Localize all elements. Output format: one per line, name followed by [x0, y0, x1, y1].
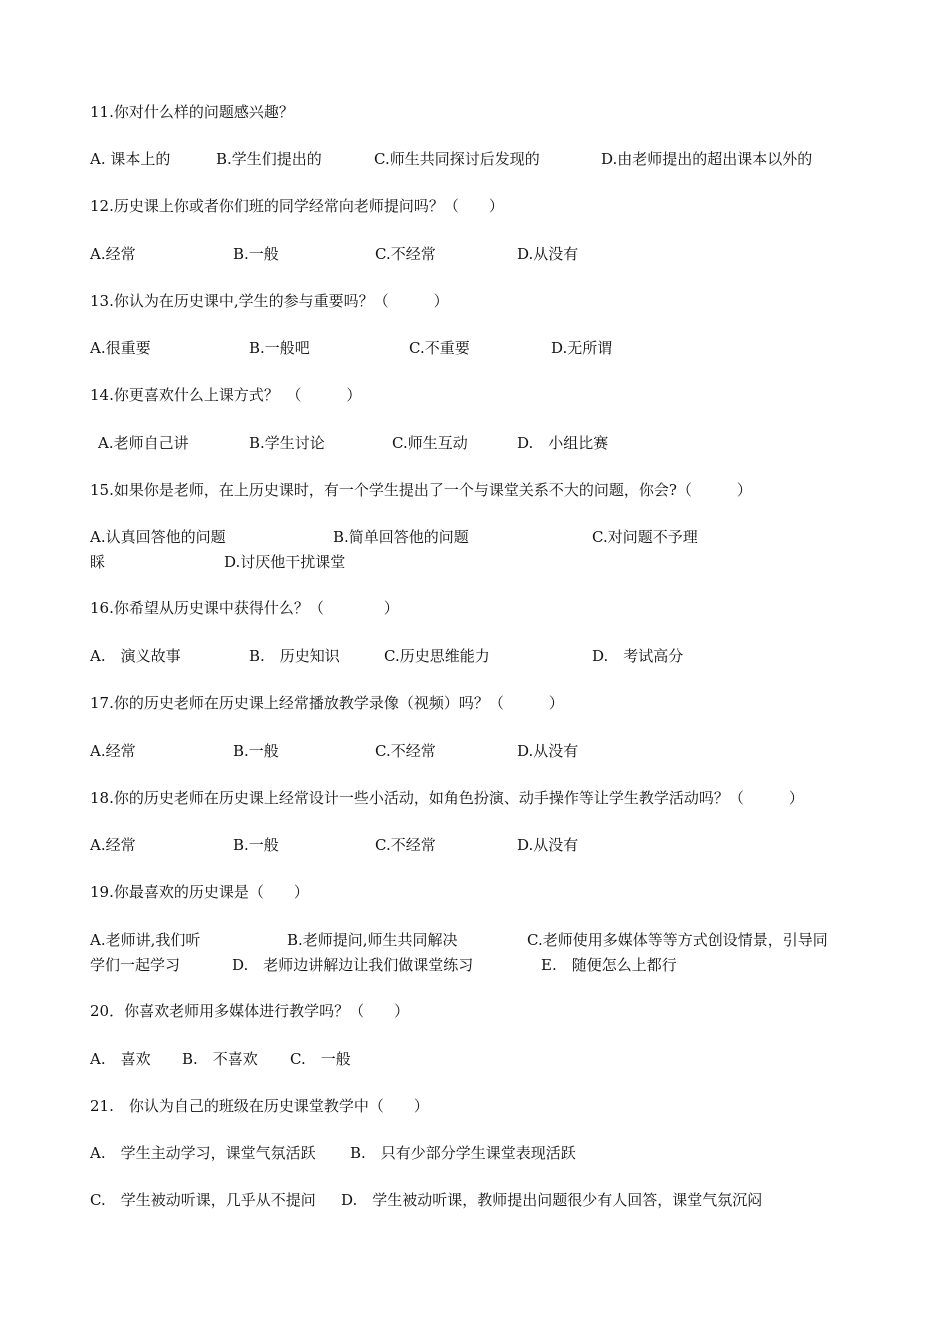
- question-17: 17.你的历史老师在历史课上经常播放教学录像（视频）吗？（ ）: [90, 694, 564, 712]
- option-b: B. 只有少部分学生课堂表现活跃: [350, 1144, 576, 1162]
- options-21: [90, 1142, 870, 1164]
- options-20: [90, 1048, 870, 1070]
- option-b: B. 不喜欢: [182, 1050, 258, 1068]
- question-14: 14.你更喜欢什么上课方式？ （ ）: [90, 386, 362, 404]
- option-a: A.经常: [90, 836, 136, 854]
- option-c: C.老师使用多媒体等等方式创设情景，引导同: [527, 931, 828, 949]
- options-13: [90, 337, 870, 359]
- option-d: D.从没有: [517, 245, 579, 263]
- options-11: [90, 148, 870, 170]
- option-a: A.老师讲,我们听: [90, 931, 201, 949]
- option-a: A.经常: [90, 742, 136, 760]
- options-19: [90, 929, 870, 951]
- option-c: C.不经常: [375, 836, 436, 854]
- options-12: [90, 243, 870, 265]
- option-d: D. 学生被动听课，教师提出问题很少有人回答，课堂气氛沉闷: [341, 1191, 763, 1209]
- option-d: D.讨厌他干扰课堂: [224, 553, 346, 571]
- options-15-wrap: [90, 551, 870, 573]
- option-b: B.学生们提出的: [216, 150, 322, 168]
- option-c-continued: 学们一起学习: [90, 956, 181, 974]
- options-17: [90, 740, 870, 762]
- option-a: A. 喜欢: [90, 1050, 151, 1068]
- option-b: B.一般: [233, 742, 279, 760]
- options-16: [90, 645, 870, 667]
- option-c: C.师生共同探讨后发现的: [374, 150, 540, 168]
- option-c: C. 学生被动听课，几乎从不提问: [90, 1191, 316, 1209]
- option-a: A.认真回答他的问题: [90, 528, 226, 546]
- options-21-row2: [90, 1189, 870, 1211]
- options-19-wrap: [90, 954, 870, 976]
- question-13: 13.你认为在历史课中,学生的参与重要吗？（ ）: [90, 292, 449, 310]
- option-b: B.老师提问,师生共同解决: [287, 931, 458, 949]
- option-d: D.从没有: [517, 836, 579, 854]
- option-c: C.历史思维能力: [384, 647, 490, 665]
- option-d: D.无所谓: [551, 339, 613, 357]
- option-e: E. 随便怎么上都行: [541, 956, 677, 974]
- option-c: C.不重要: [409, 339, 470, 357]
- option-a: A.老师自己讲: [98, 434, 189, 452]
- option-b: B.简单回答他的问题: [333, 528, 469, 546]
- option-b: B.一般: [233, 245, 279, 263]
- option-a: A. 学生主动学习，课堂气氛活跃: [90, 1144, 316, 1162]
- question-12: 12.历史课上你或者你们班的同学经常向老师提问吗？（ ）: [90, 197, 504, 215]
- question-15: 15.如果你是老师，在上历史课时，有一个学生提出了一个与课堂关系不大的问题，你会?（ ）: [90, 481, 752, 499]
- option-d: D.从没有: [517, 742, 579, 760]
- question-19: 19.你最喜欢的历史课是（ ）: [90, 883, 309, 901]
- question-21: 21. 你认为自己的班级在历史课堂教学中（ ）: [90, 1097, 429, 1115]
- option-c: C. 一般: [290, 1050, 351, 1068]
- option-d: D. 老师边讲解边让我们做课堂练习: [232, 956, 474, 974]
- question-11: 11.你对什么样的问题感兴趣？: [90, 103, 294, 121]
- option-a: A.经常: [90, 245, 136, 263]
- options-15: [90, 526, 870, 548]
- option-c: C.师生互动: [392, 434, 468, 452]
- option-d: D. 考试高分: [592, 647, 684, 665]
- option-d: D.由老师提出的超出课本以外的: [601, 150, 813, 168]
- options-14: [90, 432, 870, 454]
- question-18: 18.你的历史老师在历史课上经常设计一些小活动，如角色扮演、动手操作等让学生教学活动吗？（ ）: [90, 789, 804, 807]
- option-b: B. 历史知识: [249, 647, 340, 665]
- option-c: C.不经常: [375, 245, 436, 263]
- option-c-continued: 睬: [90, 553, 106, 571]
- option-d: D. 小组比赛: [517, 434, 609, 452]
- option-a: A. 课本上的: [90, 150, 171, 168]
- question-20: 20．你喜欢老师用多媒体进行教学吗？（ ）: [90, 1002, 410, 1020]
- options-18: [90, 834, 870, 856]
- option-b: B.学生讨论: [249, 434, 325, 452]
- option-a: A.很重要: [90, 339, 151, 357]
- option-b: B.一般吧: [249, 339, 310, 357]
- question-16: 16.你希望从历史课中获得什么？（ ）: [90, 599, 399, 617]
- option-c: C.对问题不予理: [592, 528, 698, 546]
- option-c: C.不经常: [375, 742, 436, 760]
- option-a: A. 演义故事: [90, 647, 181, 665]
- option-b: B.一般: [233, 836, 279, 854]
